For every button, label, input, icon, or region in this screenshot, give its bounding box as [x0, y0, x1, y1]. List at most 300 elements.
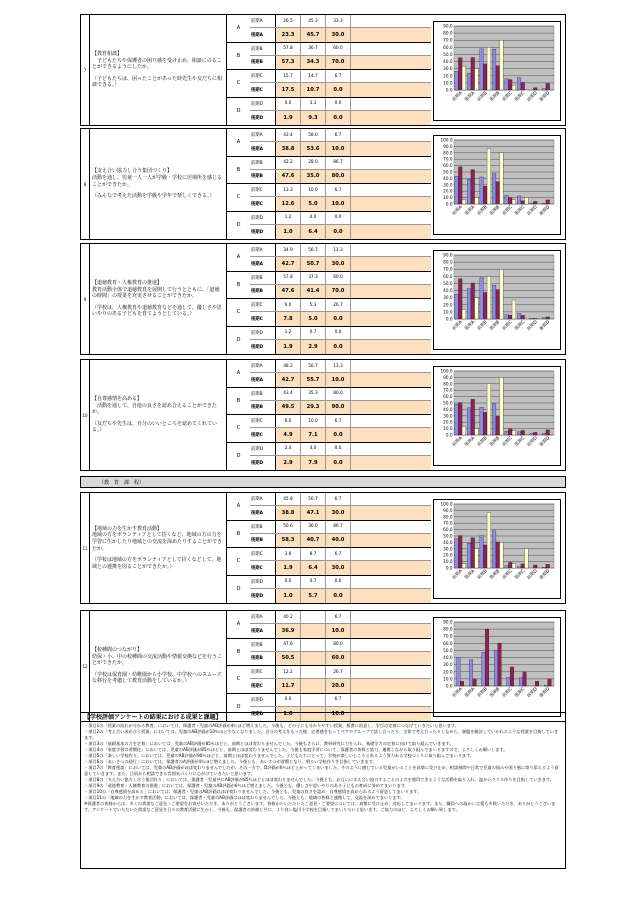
term-label: 前期A	[250, 15, 276, 27]
y-tick-label: 80.0	[443, 514, 453, 520]
bar	[546, 83, 550, 90]
item-note: （子どもたちは、困ったことがあった時先生や友だちに相談できる。）	[92, 75, 222, 89]
y-tick-label: 60.0	[443, 640, 453, 646]
score-cell: 23.3	[276, 28, 301, 41]
group-label: B	[227, 272, 251, 299]
spacer	[351, 83, 431, 96]
bar	[460, 681, 464, 686]
y-tick-label: 40.0	[443, 175, 453, 181]
bar	[508, 198, 512, 204]
x-tick-label: 後期D	[539, 204, 552, 218]
score-cell: 42.7	[276, 257, 301, 270]
score-cell: 86.7	[326, 521, 351, 533]
y-tick-label: 60.0	[443, 394, 453, 400]
bar	[492, 174, 496, 204]
x-tick-label: 前期A	[451, 568, 464, 581]
second-term-row	[250, 624, 431, 637]
score-cell: 2.4	[276, 443, 301, 456]
spacer	[351, 506, 431, 519]
y-tick-label: 0.0	[445, 87, 453, 93]
spacer	[351, 340, 431, 354]
spacer	[351, 272, 431, 284]
score-cell: 0.0	[326, 576, 351, 589]
spacer	[351, 257, 431, 270]
x-tick-label: 前期B	[476, 568, 489, 581]
score-cell: 55.7	[301, 373, 326, 386]
x-tick-label: 後期C	[514, 435, 527, 448]
group-label: A	[227, 15, 251, 42]
term-label: 後期D	[250, 111, 276, 125]
x-tick-label: 後期A	[464, 204, 477, 217]
item-text: 幼保・小、中の校種間の交流活動や情報交換などを行うことができたか。	[92, 653, 223, 667]
results-line: ・項目8の「支え合い協力し合う集団作り」においては、保護者・児童共にAB評価が85％ほどとほぼ変わりませんでした。今後とも、お互いに支え合い協力することのよさを感得できるような活動を取り入れ、温かいクラス作りを目指していきます。	[84, 777, 554, 782]
x-tick-label: 後期A	[464, 90, 477, 103]
evaluation-section	[80, 359, 566, 471]
term-label: 前期B	[250, 272, 276, 284]
y-tick-label: 50.0	[443, 280, 453, 286]
second-term-row	[250, 111, 431, 125]
bar	[471, 58, 475, 90]
y-tick-label: 100.0	[440, 501, 453, 507]
bar	[471, 399, 475, 435]
results-heading: 【学校評価アンケートの結果における成果と課題】	[84, 714, 222, 721]
bar	[500, 542, 504, 568]
bar	[482, 652, 486, 686]
score-group	[227, 666, 431, 694]
score-cell: 56.7	[301, 244, 326, 256]
term-label: 後期D	[250, 707, 276, 721]
group-label: A	[227, 360, 251, 387]
spacer	[351, 225, 431, 239]
term-label: 後期A	[250, 142, 276, 155]
y-tick-label: 50.0	[443, 169, 453, 175]
score-cell: 0.0	[326, 312, 351, 325]
first-term-row	[250, 15, 431, 28]
score-cell: 60.0	[326, 272, 351, 284]
term-label: 前期A	[250, 360, 276, 372]
item-title: 【校種間のつながり】	[92, 647, 143, 654]
bar	[508, 315, 512, 319]
term-label: 前期B	[250, 521, 276, 533]
x-tick-label: 前期A	[451, 319, 464, 332]
spacer	[351, 521, 431, 533]
score-cell	[301, 679, 326, 692]
y-tick-label: 20.0	[443, 302, 453, 308]
bar	[487, 513, 491, 568]
score-cell: 0.0	[276, 98, 301, 111]
item-note: （学校は、人権教育や道徳教育などを通して、優しさや思いやりのある子どもを育てようとしている。）	[92, 304, 222, 318]
results-box	[80, 712, 566, 869]
term-label: 後期C	[250, 197, 276, 210]
score-cell: 7.8	[276, 312, 301, 325]
bar	[521, 564, 525, 568]
first-term-row	[250, 212, 431, 226]
x-tick-label: 後期B	[489, 90, 502, 103]
score-cell: 13.3	[276, 184, 301, 196]
term-label: 前期B	[250, 43, 276, 55]
term-label: 前期B	[250, 388, 276, 400]
bar	[533, 565, 537, 568]
bar	[475, 69, 479, 90]
bar	[542, 433, 546, 435]
bar	[544, 685, 548, 686]
x-tick-label: 後期D	[539, 568, 552, 582]
score-cell: 11.7	[276, 679, 301, 692]
score-cell: 80.0	[326, 170, 351, 183]
first-term-row	[250, 666, 431, 679]
spacer	[351, 327, 431, 340]
bar	[505, 79, 509, 90]
x-tick-label: 前期A	[451, 435, 464, 448]
y-tick-label: 40.0	[443, 655, 453, 661]
second-term-row	[250, 340, 431, 354]
score-cell: 26.7	[326, 299, 351, 311]
item-text: 活動を通して、自他の良さを認め合えることができたか。	[92, 402, 217, 416]
score-group	[227, 157, 431, 185]
x-tick-label: 後期B	[489, 204, 502, 217]
spacer	[351, 415, 431, 427]
results-line: ・項目6の「あいさつの励行」においては、保護者のA評価が4％ほど増えました。今後とも、あいさつが習慣となり、明るい学校作りを目指していきます。	[84, 759, 377, 764]
term-label: 後期A	[250, 257, 276, 270]
bar	[530, 318, 534, 319]
score-group	[227, 184, 431, 212]
spacer	[351, 493, 431, 505]
score-cell: 0.0	[326, 225, 351, 239]
spacer	[351, 589, 431, 603]
second-term-row	[250, 456, 431, 470]
term-label: 後期C	[250, 679, 276, 692]
y-tick-label: 10.0	[443, 676, 453, 682]
score-cell: 41.4	[301, 285, 326, 298]
spacer	[351, 184, 431, 196]
x-tick-label: 前期C	[501, 435, 514, 448]
bar	[548, 679, 552, 686]
x-tick-label: 後期A	[464, 319, 477, 332]
bar	[483, 412, 487, 435]
chart-svg	[434, 22, 560, 120]
bar	[530, 203, 534, 204]
item-description	[89, 611, 227, 721]
score-table	[227, 129, 431, 239]
score-table	[227, 15, 431, 125]
score-cell: 6.7	[326, 548, 351, 560]
group-label: B	[227, 521, 251, 548]
bar	[505, 315, 509, 319]
bar	[487, 47, 491, 90]
score-cell: 40.2	[276, 611, 301, 623]
score-cell: 43.4	[276, 129, 301, 141]
score-cell: 10.7	[301, 83, 326, 96]
score-cell: 14.7	[301, 70, 326, 82]
bar	[523, 672, 527, 686]
bar	[496, 542, 500, 568]
x-tick-label: 前期A	[451, 90, 464, 103]
bar	[530, 433, 534, 435]
y-tick-label: 30.0	[443, 66, 453, 72]
bar	[480, 177, 484, 204]
score-cell: 6.7	[326, 493, 351, 505]
term-label: 前期C	[250, 548, 276, 560]
item-title: 【支え合い協力し合う集団づくり】	[92, 168, 173, 175]
score-cell: 5.3	[301, 299, 326, 311]
y-tick-label: 60.0	[443, 163, 453, 169]
spacer	[351, 15, 431, 27]
bar	[462, 66, 466, 90]
score-cell: 6.0	[276, 299, 301, 311]
results-line: ※保護者の皆様からは、多くの貴重なご意見・ご要望をお寄せいただき、ありがとうございます。皆様からいただいたご意見・ご要望については、真摯に受け止め、対応してまいります。また、職員への温かい言葉も多数いただき、ありがとうございます。アンケートでいただいた貴重なご意見を日々の教育活動に生かし、今後も、保護者の皆様と共に、より良い塩川小学校を目指してまいりたいと思います。ご協力のほど、よろしくお願い致します。	[84, 801, 556, 812]
score-cell: 50.7	[301, 257, 326, 270]
x-tick-label: 前期C	[501, 204, 514, 217]
spacer	[351, 111, 431, 125]
bar	[496, 66, 500, 90]
group-label: C	[227, 666, 251, 693]
second-term-row	[250, 83, 431, 96]
bar	[458, 536, 462, 568]
item-title: 【自尊感情を高める】	[92, 396, 143, 403]
y-tick-label: 20.0	[443, 552, 453, 558]
term-label: 前期B	[250, 157, 276, 169]
spacer	[351, 373, 431, 386]
score-group	[227, 299, 431, 327]
score-cell: 86.7	[326, 157, 351, 169]
first-term-row	[250, 548, 431, 561]
score-cell: 35.0	[301, 170, 326, 183]
first-term-row	[250, 576, 431, 590]
spacer	[351, 312, 431, 325]
y-tick-label: 80.0	[443, 30, 453, 36]
y-tick-label: 0.0	[445, 201, 453, 207]
score-cell: 0.0	[326, 98, 351, 111]
bar	[458, 279, 462, 319]
y-tick-label: 10.0	[443, 426, 453, 432]
score-cell: 12.6	[276, 197, 301, 210]
spacer	[351, 694, 431, 707]
bar	[517, 432, 521, 435]
y-tick-label: 30.0	[443, 546, 453, 552]
item-text: 活動を通し、児童一人一人が学級・学校に居場所を感じることができたか。	[92, 174, 223, 188]
x-tick-label: 前期D	[526, 90, 539, 104]
y-tick-label: 80.0	[443, 381, 453, 387]
bar	[494, 650, 498, 686]
x-tick-label: 前期A	[451, 204, 464, 217]
spacer	[351, 285, 431, 298]
term-label: 前期C	[250, 299, 276, 311]
bar	[500, 377, 504, 435]
score-cell: 48.2	[276, 360, 301, 372]
group-label: A	[227, 611, 251, 638]
score-cell: 9.3	[301, 111, 326, 125]
bar	[533, 88, 537, 90]
spacer	[351, 129, 431, 141]
bar	[487, 276, 491, 319]
score-group	[227, 415, 431, 443]
term-label: 後期B	[250, 401, 276, 414]
y-tick-label: 40.0	[443, 406, 453, 412]
y-tick-label: 70.0	[443, 37, 453, 43]
bar	[512, 431, 516, 435]
item-text: 子どもたちや保護者の困り感を受け止め、相談にのることができるようにしたか。	[92, 57, 222, 71]
bar	[480, 278, 484, 319]
score-cell: 10.0	[301, 415, 326, 427]
score-cell: 43.4	[276, 388, 301, 400]
score-group	[227, 244, 431, 272]
term-label: 後期C	[250, 83, 276, 96]
y-tick-label: 90.0	[443, 23, 453, 29]
term-label: 後期B	[250, 652, 276, 665]
spacer	[351, 443, 431, 456]
item-number: 11	[81, 493, 90, 603]
bar	[496, 182, 500, 204]
score-cell: 10.0	[326, 373, 351, 386]
score-cell: 10.0	[326, 142, 351, 155]
bar	[455, 404, 459, 435]
bar	[546, 317, 550, 319]
score-cell: 35.3	[301, 388, 326, 400]
second-term-row	[250, 652, 431, 665]
score-group	[227, 129, 431, 157]
y-tick-label: 90.0	[443, 374, 453, 380]
term-label: 前期C	[250, 70, 276, 82]
item-title: 【地域の力を生かす教育活動】	[92, 525, 163, 532]
score-cell: 30.0	[326, 28, 351, 41]
score-cell: 10.0	[326, 707, 351, 721]
score-cell: 26.7	[326, 666, 351, 678]
second-term-row	[250, 197, 431, 210]
x-tick-label: 後期D	[539, 319, 552, 333]
score-cell: 1.2	[276, 327, 301, 340]
score-group	[227, 43, 431, 71]
y-tick-label: 50.0	[443, 647, 453, 653]
bar	[487, 384, 491, 435]
score-cell: 10.0	[326, 624, 351, 637]
item-number: 7	[81, 15, 90, 125]
y-tick-label: 30.0	[443, 295, 453, 301]
x-tick-label: 前期B	[476, 204, 489, 217]
results-line: ・項目1の「授業の流れが分かる教育」においては、保護者・児童のAB評価が4％ほど増えました。今後も、どの子にも分かりやすい授業、板書に留意し、学びの定着につなげていきたいと思います。	[84, 723, 459, 728]
x-tick-label: 前期C	[501, 90, 514, 103]
group-label: D	[227, 212, 251, 240]
chart-svg	[434, 136, 560, 234]
item-note: （みんなで考えた活動を学級や学年で楽しくできる。）	[92, 193, 215, 200]
score-group	[227, 388, 431, 416]
term-label: 前期D	[250, 98, 276, 111]
score-cell: 1.9	[276, 111, 301, 125]
score-cell: 1.0	[276, 589, 301, 603]
score-cell: 37.3	[301, 272, 326, 284]
score-cell: 29.3	[301, 401, 326, 414]
bar	[485, 629, 489, 686]
evaluation-section	[80, 128, 566, 240]
score-group	[227, 576, 431, 604]
term-label: 後期B	[250, 534, 276, 547]
x-tick-label: 前期B	[476, 90, 489, 103]
second-term-row	[250, 401, 431, 414]
group-label: D	[227, 98, 251, 126]
score-group	[227, 639, 431, 667]
bar-chart	[433, 366, 561, 466]
bar	[496, 290, 500, 319]
term-label: 後期D	[250, 340, 276, 354]
second-term-row	[250, 225, 431, 239]
term-label: 前期D	[250, 694, 276, 707]
score-cell: 1.0	[276, 225, 301, 239]
score-cell: 90.0	[326, 401, 351, 414]
item-text: 教育活動全体で道徳教育を展開して行うとともに、「道徳の時間」の授業を充実させることができたか。	[92, 286, 220, 300]
group-label: C	[227, 184, 251, 211]
score-cell: 60.0	[326, 652, 351, 665]
score-cell: 45.8	[276, 493, 301, 505]
bar	[487, 149, 491, 204]
first-term-row	[250, 415, 431, 428]
score-cell: 49.5	[276, 401, 301, 414]
y-tick-label: 90.0	[443, 252, 453, 258]
score-cell	[301, 652, 326, 665]
bar	[492, 531, 496, 568]
y-tick-label: 100.0	[440, 137, 453, 143]
y-tick-label: 10.0	[443, 559, 453, 565]
score-cell: 40.7	[301, 534, 326, 547]
results-line: ・項目10の「自尊感情を高める」においては、保護者・児童のAB評価はほぼ変わりませんでした。今後とも、児童の良さを認め、自尊感情を高められるよう留意してまいります。	[84, 789, 422, 794]
spacer	[351, 360, 431, 372]
group-label: D	[227, 694, 251, 722]
x-tick-label: 後期B	[489, 435, 502, 448]
x-tick-label: 後期B	[489, 319, 502, 332]
bar	[505, 195, 509, 204]
bar	[500, 40, 504, 90]
first-term-row	[250, 443, 431, 457]
spacer	[351, 666, 431, 678]
item-number: 12	[81, 611, 90, 721]
score-cell: 30.0	[326, 561, 351, 574]
term-label: 前期A	[250, 244, 276, 256]
score-cell	[301, 611, 326, 623]
y-tick-label: 10.0	[443, 195, 453, 201]
score-cell: 0.0	[326, 327, 351, 340]
term-label: 前期B	[250, 639, 276, 651]
score-cell: 50.7	[301, 493, 326, 505]
score-cell: 70.0	[326, 285, 351, 298]
bar	[505, 566, 509, 568]
second-term-row	[250, 257, 431, 270]
chart-svg	[434, 500, 560, 598]
bar	[473, 679, 477, 686]
plot-area	[454, 622, 554, 686]
bar	[471, 538, 475, 568]
score-cell	[301, 666, 326, 678]
score-cell: 42.7	[276, 373, 301, 386]
bar	[467, 289, 471, 319]
score-cell: 30.0	[326, 506, 351, 519]
first-term-row	[250, 129, 431, 142]
x-tick-label: 後期D	[539, 686, 552, 700]
spacer	[351, 388, 431, 400]
bar	[542, 318, 546, 319]
score-cell	[301, 624, 326, 637]
first-term-row	[250, 43, 431, 56]
bar	[492, 403, 496, 435]
y-tick-label: 30.0	[443, 662, 453, 668]
spacer	[351, 561, 431, 574]
item-description	[89, 244, 227, 354]
score-cell: 47.6	[276, 639, 301, 651]
evaluation-section	[80, 14, 566, 126]
term-label: 後期D	[250, 456, 276, 470]
item-note: （友だちや先生は、自分のいいところを認めてくれている。）	[92, 420, 218, 434]
score-cell: 36.7	[301, 43, 326, 55]
spacer	[351, 299, 431, 311]
score-cell: 1.2	[276, 212, 301, 225]
spacer	[351, 212, 431, 225]
